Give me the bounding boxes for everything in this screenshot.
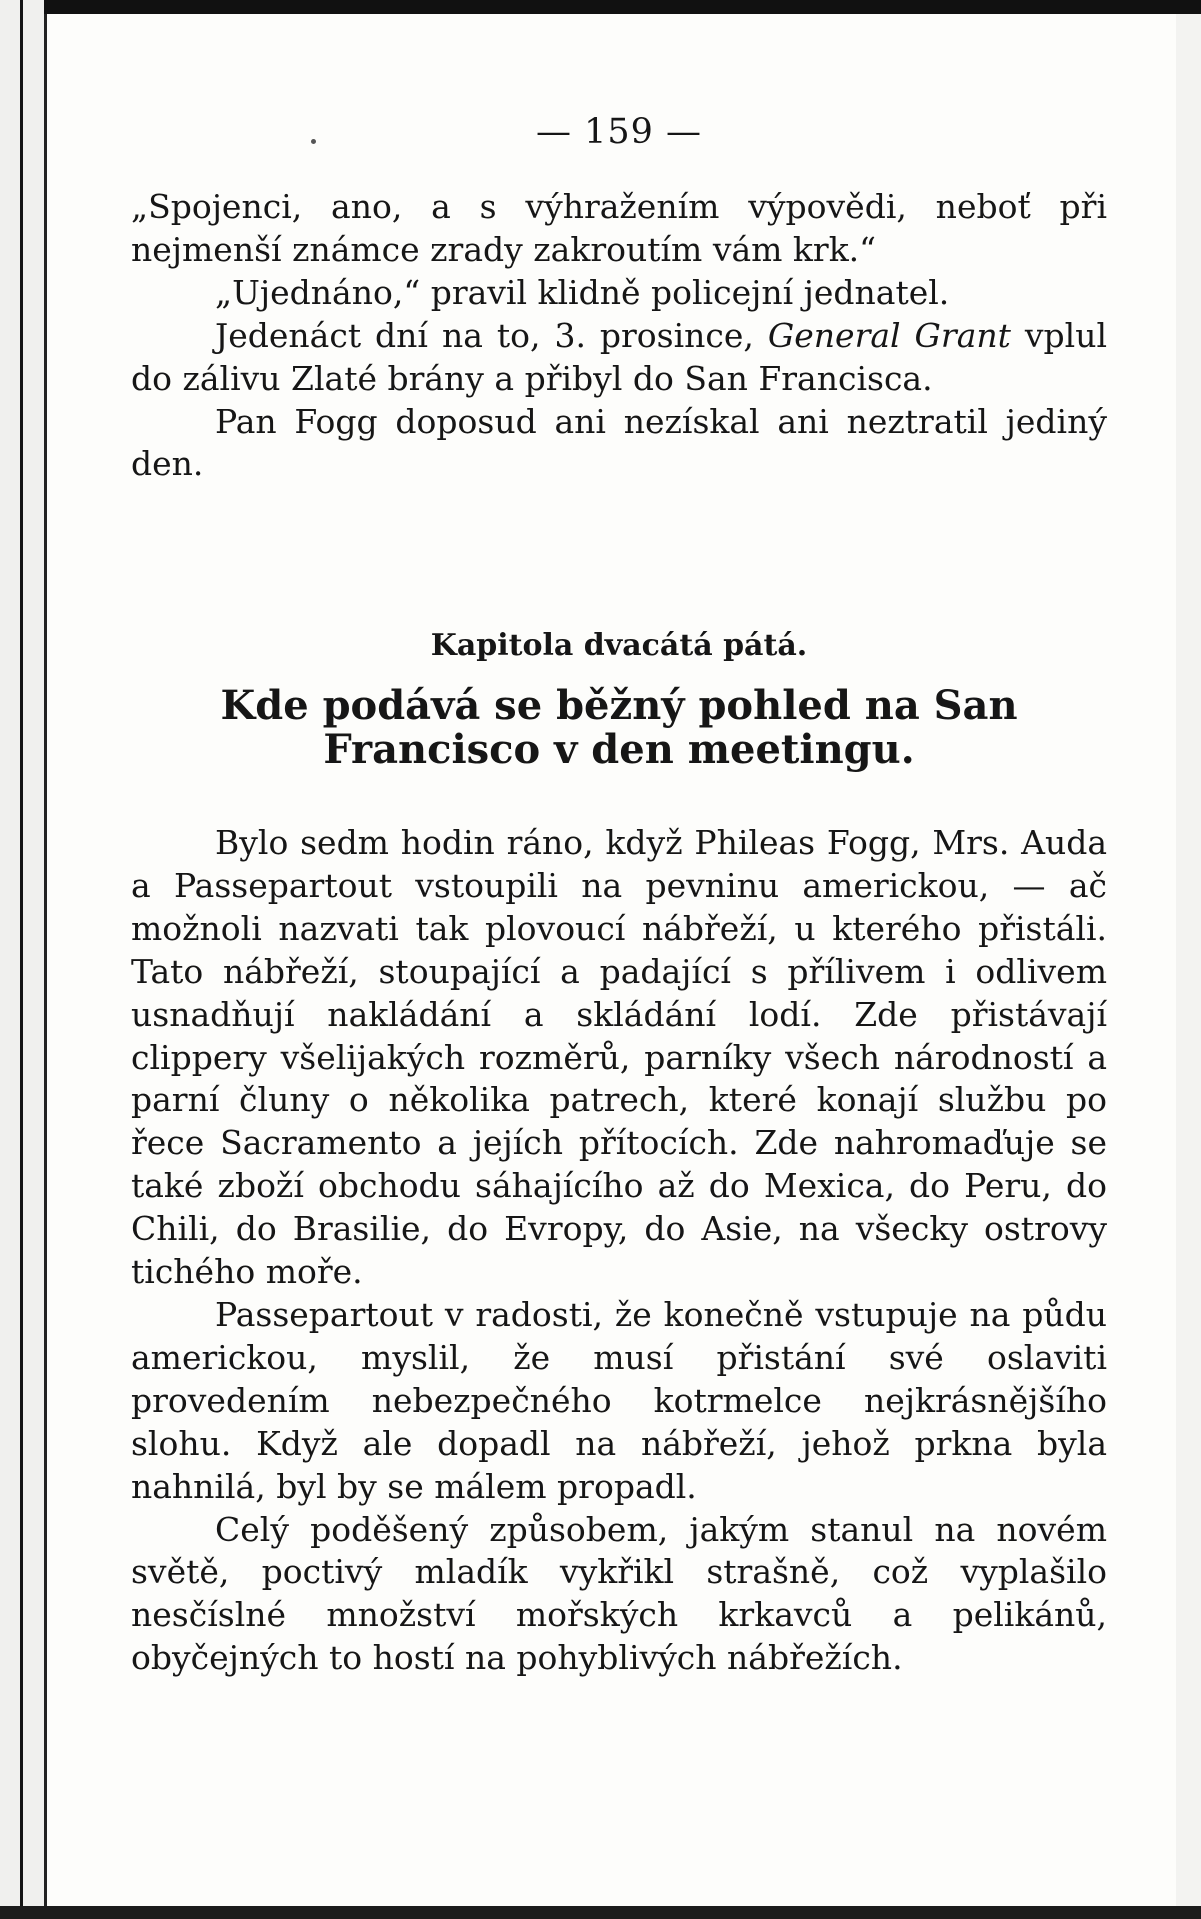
scan-top-edge xyxy=(0,0,1201,14)
paragraph: „Ujednáno,“ pravil klidně policejní jednatel. xyxy=(215,272,950,312)
scan-binding-line xyxy=(20,0,23,1919)
paragraph: Pan Fogg doposud ani nezískal ani neztratil jediný den. xyxy=(131,401,1107,484)
page-number: — 159 — xyxy=(535,112,703,152)
ship-name: General Grant xyxy=(767,315,1011,355)
paragraph: Celý poděšený způsobem, jakým stanul na novém světě, poctivý mladík vykřikl strašně, což vyplašilo nesčíslné množství mořských krkavců a pelikánů, obyčejných to hostí na pohyblivých nábřežích. xyxy=(131,1509,1107,1678)
continuation-text xyxy=(131,186,1107,486)
paragraph: Jedenáct dní na to, 3. prosince, General Grant vplul do zálivu Zlaté brány a přibyl do San Francisca. xyxy=(131,315,1108,398)
chapter-title: Kde podává se běžný pohled na San Francisco v den meetingu. xyxy=(220,682,1018,773)
chapter-number: Kapitola dvacátá pátá. xyxy=(430,628,808,663)
paragraph: Bylo sedm hodin ráno, když Phileas Fogg, Mrs. Auda a Passepartout vstoupili na pevninu americkou, — ač možnoli nazvati tak plovoucí nábřeží, u kterého přistáli. Tato nábřeží, stoupající a padající s přílivem i odlivem usnadňují nakládání a skládání lodí. Zde přistávají clippery všelijakých rozměrů, parníky všech národností a parní čluny o několika patrech, které konají službu po řece Sacramento a jejích přítocích. Zde nahromaďuje se také zboží obchodu sáhajícího až do Mexica, do Peru, do Chili, do Brasilie, do Evropy, do Asie, na všecky ostrovy tichého moře. xyxy=(131,823,1107,1292)
scan-right-margin xyxy=(1176,14,1201,1919)
paragraph: Passepartout v radosti, že konečně vstupuje na půdu americkou, myslil, že musí přistání své oslaviti provedením nebezpečného kotrmelce nejkrásnějšího slohu. Když ale dopadl na nábřeží, jehož prkna byla nahnilá, byl by se málem propadl. xyxy=(131,1294,1107,1506)
scan-bottom-edge xyxy=(0,1906,1201,1919)
chapter-text xyxy=(131,822,1107,1680)
book-page xyxy=(44,14,1176,1910)
paragraph: „Spojenci, ano, a s výhražením výpovědi, neboť při nejmenší známce zrady zakroutím vám krk.“ xyxy=(131,187,1107,269)
